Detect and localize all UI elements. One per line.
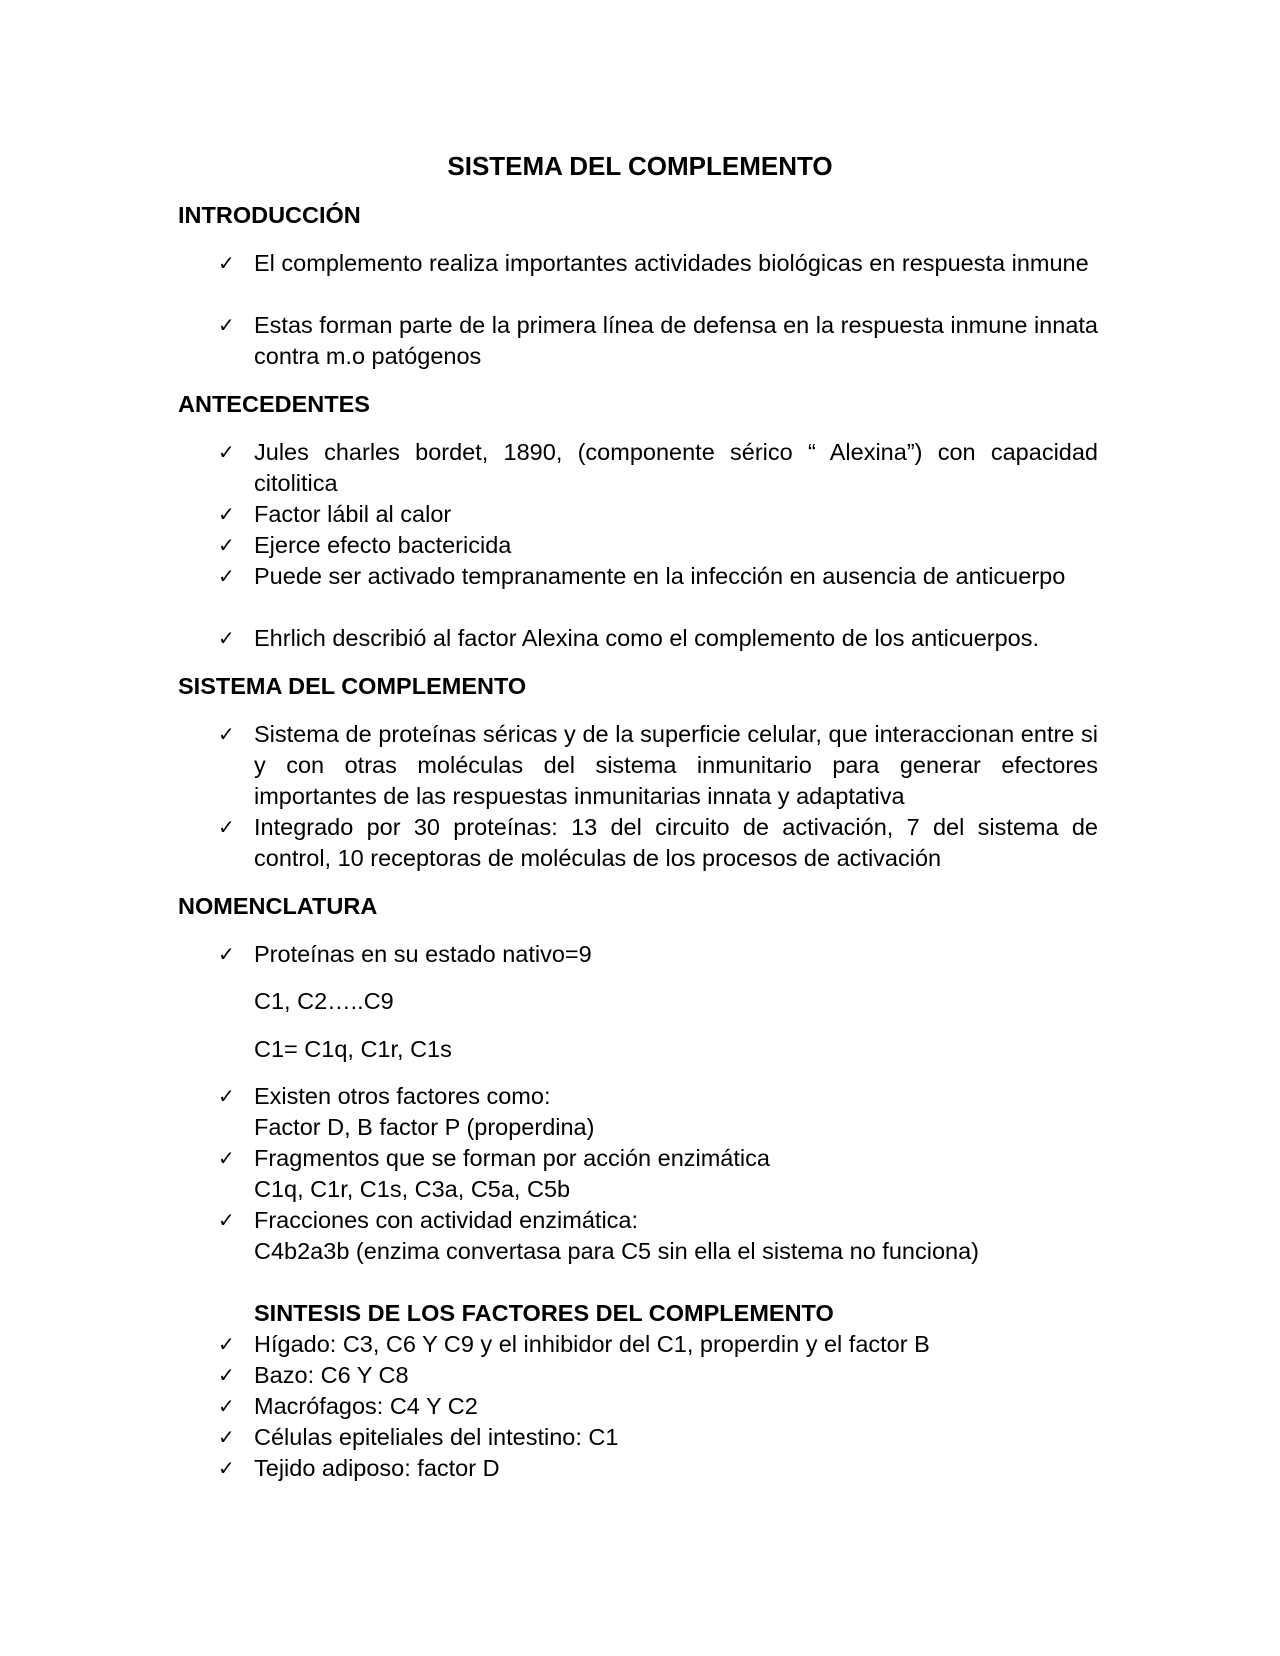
checkmark-icon: ✓ [218,1084,235,1108]
list-item-text: Hígado: C3, C6 Y C9 y el inhibidor del C1, properdin y el factor B [254,1331,930,1357]
list-item [218,437,1098,499]
checkmark-icon: ✓ [218,815,235,839]
list-item-text: Fragmentos que se forman por acción enzimática [254,1145,770,1171]
list-item [218,530,1098,561]
heading-sintesis: SINTESIS DE LOS FACTORES DEL COMPLEMENTO [254,1300,834,1326]
checkmark-icon: ✓ [218,313,235,337]
list-item-text: Macrófagos: C4 Y C2 [254,1393,478,1419]
checkmark-icon: ✓ [218,1363,235,1387]
checkmark-icon: ✓ [218,533,235,557]
list-item [218,939,1098,970]
list-item-text: Tejido adiposo: factor D [254,1455,500,1481]
checkmark-icon: ✓ [218,564,235,588]
checkmark-icon: ✓ [218,440,235,464]
checkmark-icon: ✓ [218,1394,235,1418]
list-item-detail: C1q, C1r, C1s, C3a, C5a, C5b [254,1176,571,1202]
checkmark-icon: ✓ [218,1146,235,1170]
checkmark-icon: ✓ [218,1332,235,1356]
list-item-text: Sistema de proteínas séricas y de la superficie celular, que interaccionan entre si y con otras moléculas del sistema inmunitario para generar efectores importantes de las respuestas inmunitarias innata y adaptativa [254,721,1098,809]
list-item [218,499,1098,530]
heading-nomenclatura: NOMENCLATURA [178,893,378,919]
list-item [218,1453,1098,1484]
list-item-text: Jules charles bordet, 1890, (componente sérico “ Alexina”) con capacidad citolitica [254,439,1098,496]
list-item [218,561,1098,592]
list-item [218,623,1098,654]
list-item-text: Estas forman parte de la primera línea de defensa en la respuesta inmune innata contra m.o patógenos [254,312,1098,369]
list-item [218,1081,1098,1143]
list-item-detail: C4b2a3b (enzima convertasa para C5 sin ella el sistema no funciona) [254,1238,979,1264]
checkmark-icon: ✓ [218,722,235,746]
list-item [218,812,1098,874]
list-item [218,1422,1098,1453]
list-item-detail: Factor D, B factor P (properdina) [254,1114,595,1140]
list-item-text: Existen otros factores como: [254,1083,551,1109]
list-item [218,1143,1098,1205]
list-item-text: Puede ser activado tempranamente en la infección en ausencia de anticuerpo [254,563,1066,589]
list-item [218,310,1098,372]
list-item [218,1205,1098,1267]
list-item-text: Fracciones con actividad enzimática: [254,1207,639,1233]
list-item [218,1360,1098,1391]
checkmark-icon: ✓ [218,942,235,966]
nomenclature-line: C1= C1q, C1r, C1s [254,1036,452,1062]
heading-sistema-del-complemento: SISTEMA DEL COMPLEMENTO [178,673,527,699]
list-item-text: El complemento realiza importantes actividades biológicas en respuesta inmune [254,250,1089,276]
document-title: SISTEMA DEL COMPLEMENTO [447,151,833,181]
heading-antecedentes: ANTECEDENTES [178,391,370,417]
list-item-text: Proteínas en su estado nativo=9 [254,941,592,967]
list-item-text: Factor lábil al calor [254,501,452,527]
checkmark-icon: ✓ [218,1425,235,1449]
checkmark-icon: ✓ [218,251,235,275]
list-item-text: Ehrlich describió al factor Alexina como el complemento de los anticuerpos. [254,625,1040,651]
checkmark-icon: ✓ [218,502,235,526]
checkmark-icon: ✓ [218,1456,235,1480]
list-item-text: Integrado por 30 proteínas: 13 del circuito de activación, 7 del sistema de control, 10 receptoras de moléculas de los procesos de activación [254,814,1098,871]
checkmark-icon: ✓ [218,1208,235,1232]
list-item-text: Bazo: C6 Y C8 [254,1362,409,1388]
heading-introduccion: INTRODUCCIÓN [178,202,361,228]
nomenclature-line: C1, C2…..C9 [254,988,394,1014]
checkmark-icon: ✓ [218,626,235,650]
list-item [218,719,1098,812]
list-item [218,248,1098,279]
list-item-text: Células epiteliales del intestino: C1 [254,1424,619,1450]
list-item-text: Ejerce efecto bactericida [254,532,512,558]
list-item [218,1391,1098,1422]
list-item [218,1329,1098,1360]
